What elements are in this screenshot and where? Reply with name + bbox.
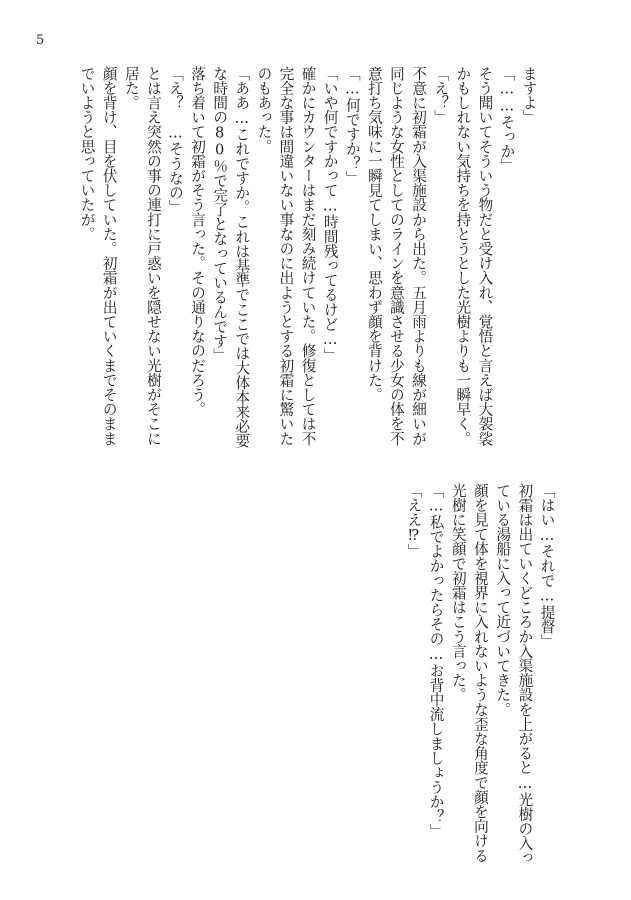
text-line: とは言え突然の事の連打に戸惑いを隠せない光樹がそこに — [144, 66, 162, 446]
text-line: ている湯船に入って近づいてきた。 — [494, 483, 512, 717]
text-line: 「ああ…これですか。これは基準でここでは大体本来必要 — [233, 66, 251, 448]
text-line: 完全な事は間違いない事なのに出ようとする初霜に驚いた — [277, 66, 295, 446]
text-line: な時間の80％で完了となっているんです」 — [211, 66, 229, 363]
page-number: 5 — [36, 33, 45, 48]
text-line: 同じような女性としてのラインを意識させる少女の体を不 — [387, 66, 405, 446]
text-line: 落ち着いて初霜がそう言った。その通りなのだろう。 — [189, 66, 207, 417]
text-line: 不意に初霜が入渠施設から出た。五月雨よりも線が細いが — [410, 66, 428, 446]
text-line: ますよ」 — [520, 66, 538, 125]
text-line: 「……そっか」 — [498, 66, 516, 173]
text-line: かもしれない気持ちを持とうとした光樹よりも一瞬早く。 — [454, 66, 472, 446]
text-line: 「…何ですか？」 — [343, 66, 361, 186]
text-line: 意打ち気味に一瞬見てしまい、思わず顔を背けた。 — [365, 66, 383, 402]
text-line: のもあった。 — [255, 66, 273, 154]
text-line: 光樹に笑顔で初霜はこう言った。 — [449, 483, 467, 702]
text-line: 初霜は出ていくどころか入渠施設を上がると…光樹の入っ — [516, 483, 534, 865]
text-line: 顔を背け、目を伏していた。初霜が出ていくまでそのまま — [100, 66, 118, 446]
text-line: 「…私でよかったらその…お背中流しましょうか？」 — [427, 483, 445, 839]
text-line: 「え？」 — [432, 66, 450, 125]
text-line: 「はい…それで…提督」 — [538, 483, 556, 649]
text-line: 居た。 — [122, 66, 140, 110]
text-line: 「いや何ですかって…時間残ってるけど…」 — [321, 66, 339, 363]
text-line: 確かにカウンターはまだ刻み続けていた。修復としては不 — [299, 66, 317, 446]
text-line: 「え？ …そうなの」 — [166, 66, 184, 215]
text-line: そう聞いてそういう物だと受け入れ、覚悟と言えば大袈裟 — [476, 66, 494, 446]
text-line: 「ええ⁉」 — [405, 483, 423, 559]
text-line: 顔を見て体を視界に入れないような歪な角度で顔を向ける — [471, 483, 489, 863]
text-line: でいようと思っていたが。 — [78, 66, 96, 242]
